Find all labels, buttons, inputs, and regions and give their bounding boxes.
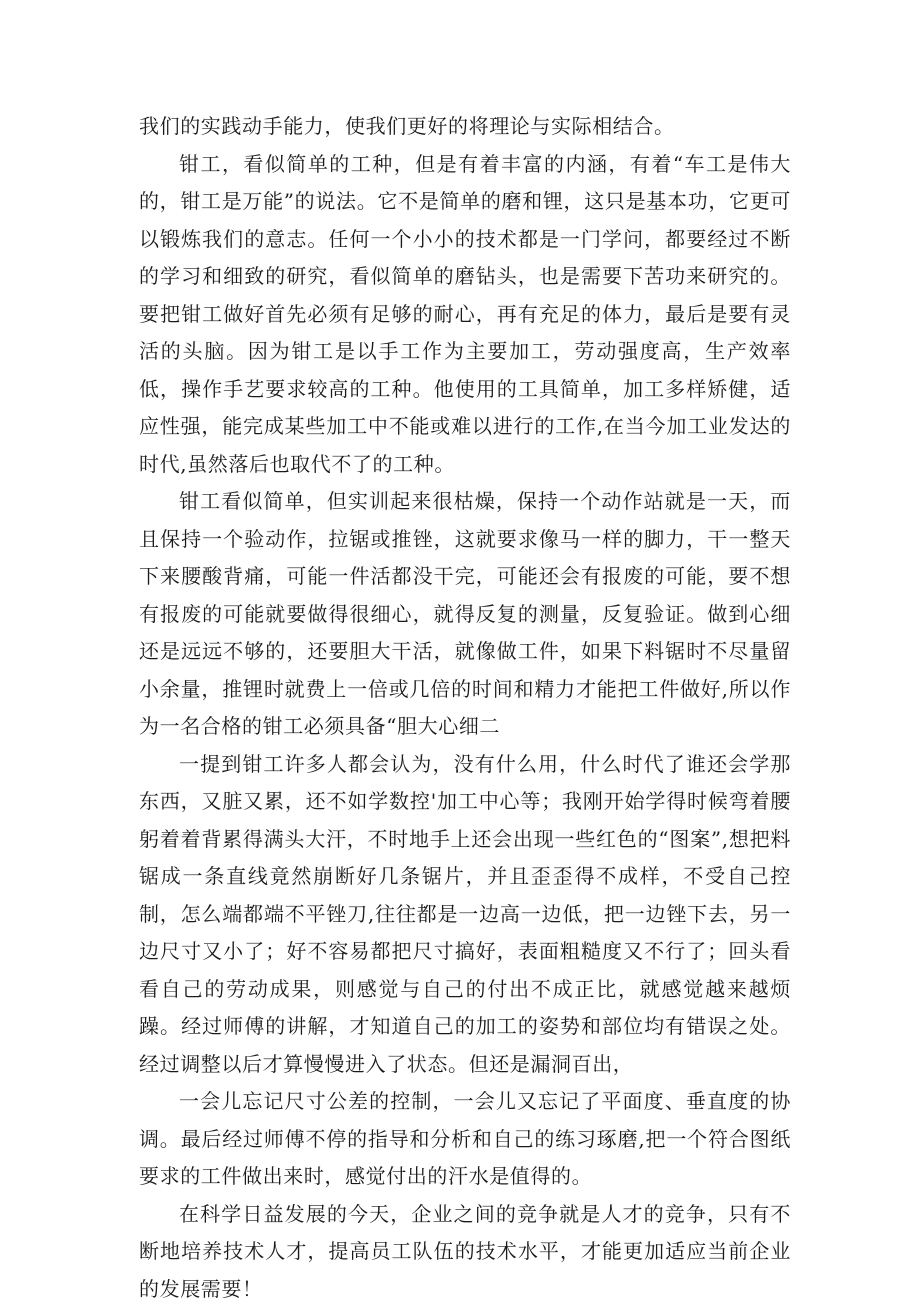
paragraph-improvement: 一会儿忘记尺寸公差的控制，一会儿又忘记了平面度、垂直度的协调。最后经过师傅不停的指导和分析和自己的练习琢磨,把一个符合图纸要求的工件做出来时，感觉付出的汗水是值得的。 xyxy=(139,1083,791,1196)
document-body xyxy=(139,108,791,1308)
paragraph-conclusion: 在科学日益发展的今天，企业之间的竞争就是人才的竞争，只有不断地培养技术人才，提高员工队伍的技术水平，才能更加适应当前企业的发展需要！ xyxy=(139,1196,791,1308)
paragraph-training-hardship: 钳工看似简单，但实训起来很枯燥，保持一个动作站就是一天，而且保持一个验动作，拉锯或推锉，这就要求像马一样的脚力，干一整天下来腰酸背痛，可能一件活都没干完，可能还会有报废的可能，要不想有报废的可能就要做得很细心，就得反复的测量，反复验证。做到心细还是远远不够的，还要胆大干活，就像做工件，如果下料锯时不尽量留小余量，推锂时就费上一倍或几倍的时间和精力才能把工件做好,所以作为一名合格的钳工必须具备“胆大心细二 xyxy=(139,483,791,746)
paragraph-continuation: 我们的实践动手能力，使我们更好的将理论与实际相结合。 xyxy=(139,108,791,146)
paragraph-first-experience: 一提到钳工许多人都会认为，没有什么用，什么时代了谁还会学那东西，又脏又累，还不如学数控'加工中心等；我刚开始学得时候弯着腰躬着着背累得满头大汗，不时地手上还会出现一些红色的“图案”,想把料锯成一条直线竟然崩断好几条锯片，并且歪歪得不成样，不受自己控制，怎么端都端不平锉刀,往往都是一边高一边低，把一边锉下去，另一边尺寸又小了；好不容易都把尺寸搞好，表面粗糙度又不行了；回头看看自己的劳动成果，则感觉与自己的付出不成正比，就感觉越来越烦躁。经过师傅的讲解，才知道自己的加工的姿势和部位均有错误之处。经过调整以后才算慢慢进入了状态。但还是漏洞百出， xyxy=(139,746,791,1084)
paragraph-fitter-intro: 钳工，看似简单的工种，但是有着丰富的内涵，有着“车工是伟大的，钳工是万能”的说法。它不是简单的磨和锂，这只是基本功，它更可以锻炼我们的意志。任何一个小小的技术都是一门学问，都要经过不断的学习和细致的研究，看似简单的磨钻头，也是需要下苦功来研究的。要把钳工做好首先必须有足够的耐心，再有充足的体力，最后是要有灵活的头脑。因为钳工是以手工作为主要加工，劳动强度高，生产效率低，操作手艺要求较高的工种。他使用的工具简单，加工多样矫健，适应性强，能完成某些加工中不能或难以进行的工作,在当今加工业发达的时代,虽然落后也取代不了的工种。 xyxy=(139,146,791,484)
